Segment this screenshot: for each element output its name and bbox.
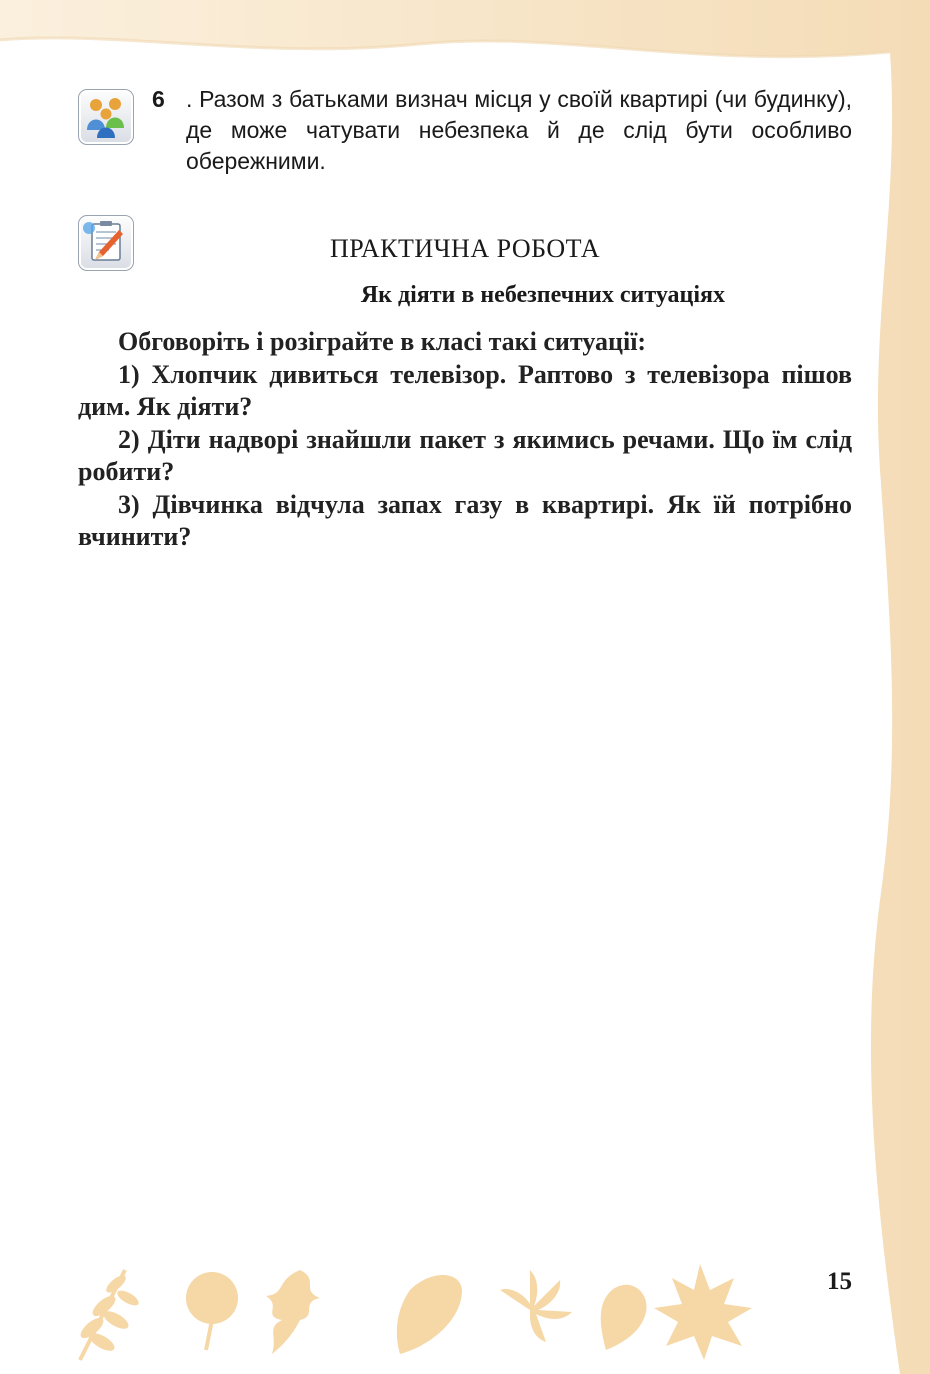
situation-2: 2) Діти надворі знайшли пакет з якимись речами. Що їм слід робити? [78,424,852,486]
practical-work-subtitle: Як діяти в небезпечних ситуаціях [360,282,725,308]
oak-leaf-icon [266,1270,320,1354]
ash-leaf-icon [77,1270,140,1360]
practical-intro: Обговоріть і розіграйте в класі такі ситуації: [118,327,647,356]
chestnut-leaf-icon [500,1270,572,1342]
practical-work-title: ПРАКТИЧНА РОБОТА [329,234,601,263]
autumn-leaves-decoration [0,1250,930,1370]
situation-1: 1) Хлопчик дивиться телевізор. Раптово з телевізора пішов дим. Як діяти? [78,359,852,421]
task-6 [152,84,852,177]
round-leaf-icon [186,1272,238,1350]
task-number: 6 [152,86,165,112]
situation-3: 3) Дівчинка відчула запах газу в квартирі. Як їй потрібно вчинити? [78,489,852,551]
maple-leaf-icon [654,1264,752,1360]
page-number: 15 [827,1268,852,1295]
task-text: . Разом з батьками визнач місця у своїй квартирі (чи будинку), де може чатувати небезпека й де слід бути особливо обережними. [186,86,852,174]
teardrop-leaf-icon [601,1285,647,1350]
people-group-icon [78,89,134,145]
elm-leaf-icon [397,1275,462,1354]
practical-work-body [78,326,852,554]
